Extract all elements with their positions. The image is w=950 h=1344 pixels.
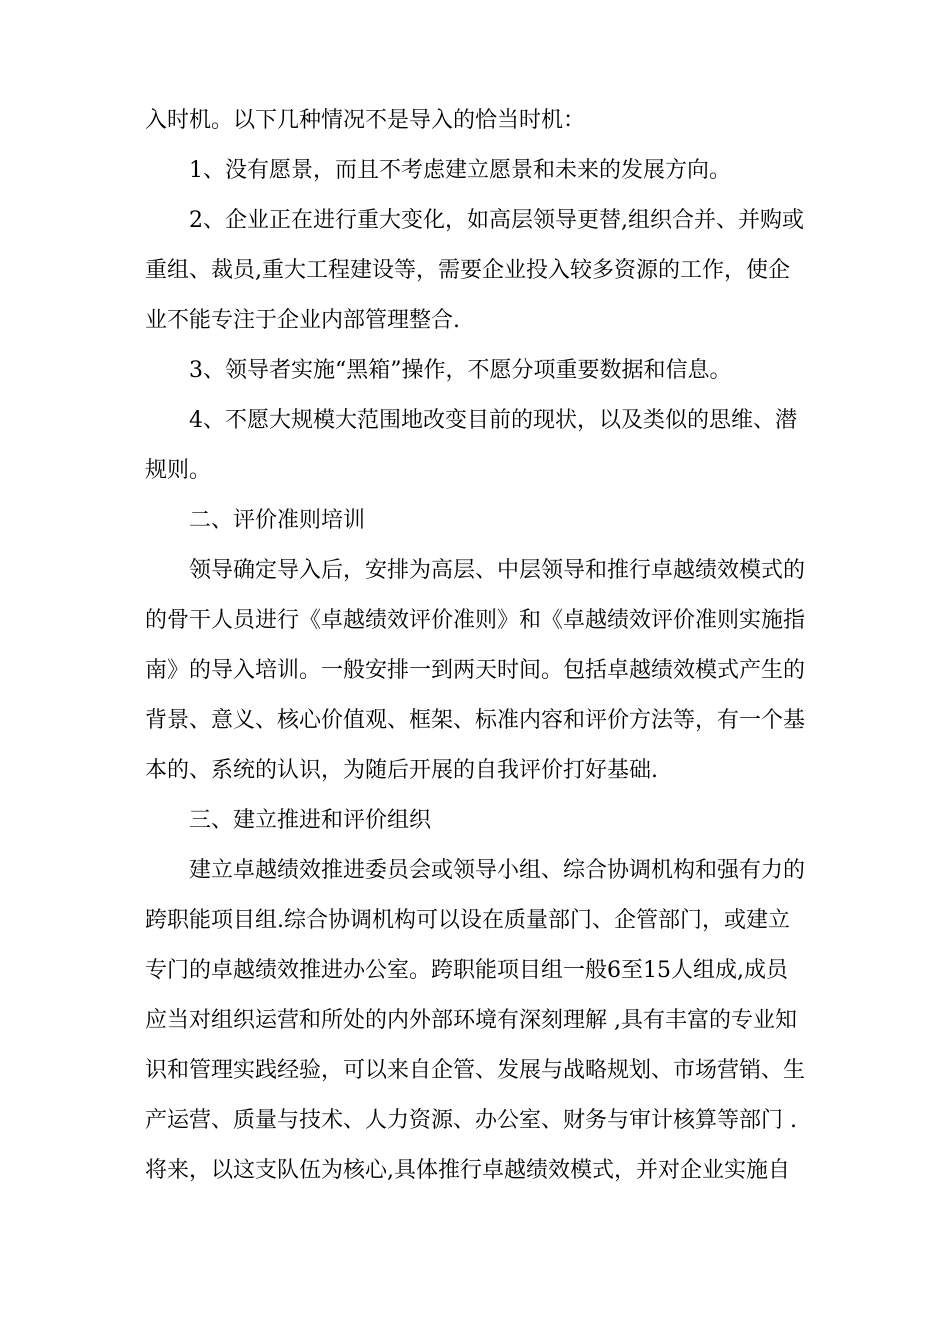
list-item-2: 2、企业正在进行重大变化，如高层领导更替,组织合并、并购或 bbox=[189, 208, 804, 233]
text-line: 的骨干人员进行《卓越绩效评价准则》和《卓越绩效评价准则实施指 bbox=[145, 608, 806, 633]
document-body bbox=[145, 96, 821, 1196]
text-line: 业不能专注于企业内部管理整合. bbox=[145, 308, 460, 333]
paragraph-start: 建立卓越绩效推进委员会或领导小组、综合协调机构和强有力的 bbox=[189, 858, 806, 883]
list-item-1: 1、没有愿景，而且不考虑建立愿景和未来的发展方向。 bbox=[189, 158, 731, 183]
text-line: 南》的导入培训。一般安排一到两天时间。包括卓越绩效模式产生的 bbox=[145, 658, 806, 683]
text-line: 将来，以这支队伍为核心,具体推行卓越绩效模式，并对企业实施自 bbox=[145, 1158, 790, 1183]
section-heading-2: 二、评价准则培训 bbox=[189, 508, 366, 533]
text-line: 跨职能项目组.综合协调机构可以设在质量部门、企管部门，或建立 bbox=[145, 908, 790, 933]
text-line: 专门的卓越绩效推进办公室。跨职能项目组一般6至15人组成,成员 bbox=[145, 958, 788, 983]
paragraph-start: 领导确定导入后，安排为高层、中层领导和推行卓越绩效模式的 bbox=[189, 558, 806, 583]
text-line: 入时机。以下几种情况不是导入的恰当时机： bbox=[145, 108, 586, 133]
text-line: 规则。 bbox=[145, 458, 212, 483]
text-line: 重组、裁员,重大工程建设等，需要企业投入较多资源的工作，使企 bbox=[145, 258, 790, 283]
list-item-3: 3、领导者实施“黑箱”操作，不愿分项重要数据和信息。 bbox=[189, 358, 732, 383]
text-line: 识和管理实践经验，可以来自企管、发展与战略规划、市场营销、生 bbox=[145, 1058, 806, 1083]
text-line: 本的、系统的认识，为随后开展的自我评价打好基础. bbox=[145, 758, 658, 783]
text-line: 背景、意义、核心价值观、框架、标准内容和评价方法等，有一个基 bbox=[145, 708, 806, 733]
text-line: 应当对组织运营和所处的内外部环境有深刻理解 ,具有丰富的专业知 bbox=[145, 1008, 797, 1033]
list-item-4: 4、不愿大规模大范围地改变目前的现状，以及类似的思维、潜 bbox=[189, 408, 797, 433]
section-heading-3: 三、建立推进和评价组织 bbox=[189, 808, 432, 833]
text-line: 产运营、质量与技术、人力资源、办公室、财务与审计核算等部门 . bbox=[145, 1108, 797, 1133]
